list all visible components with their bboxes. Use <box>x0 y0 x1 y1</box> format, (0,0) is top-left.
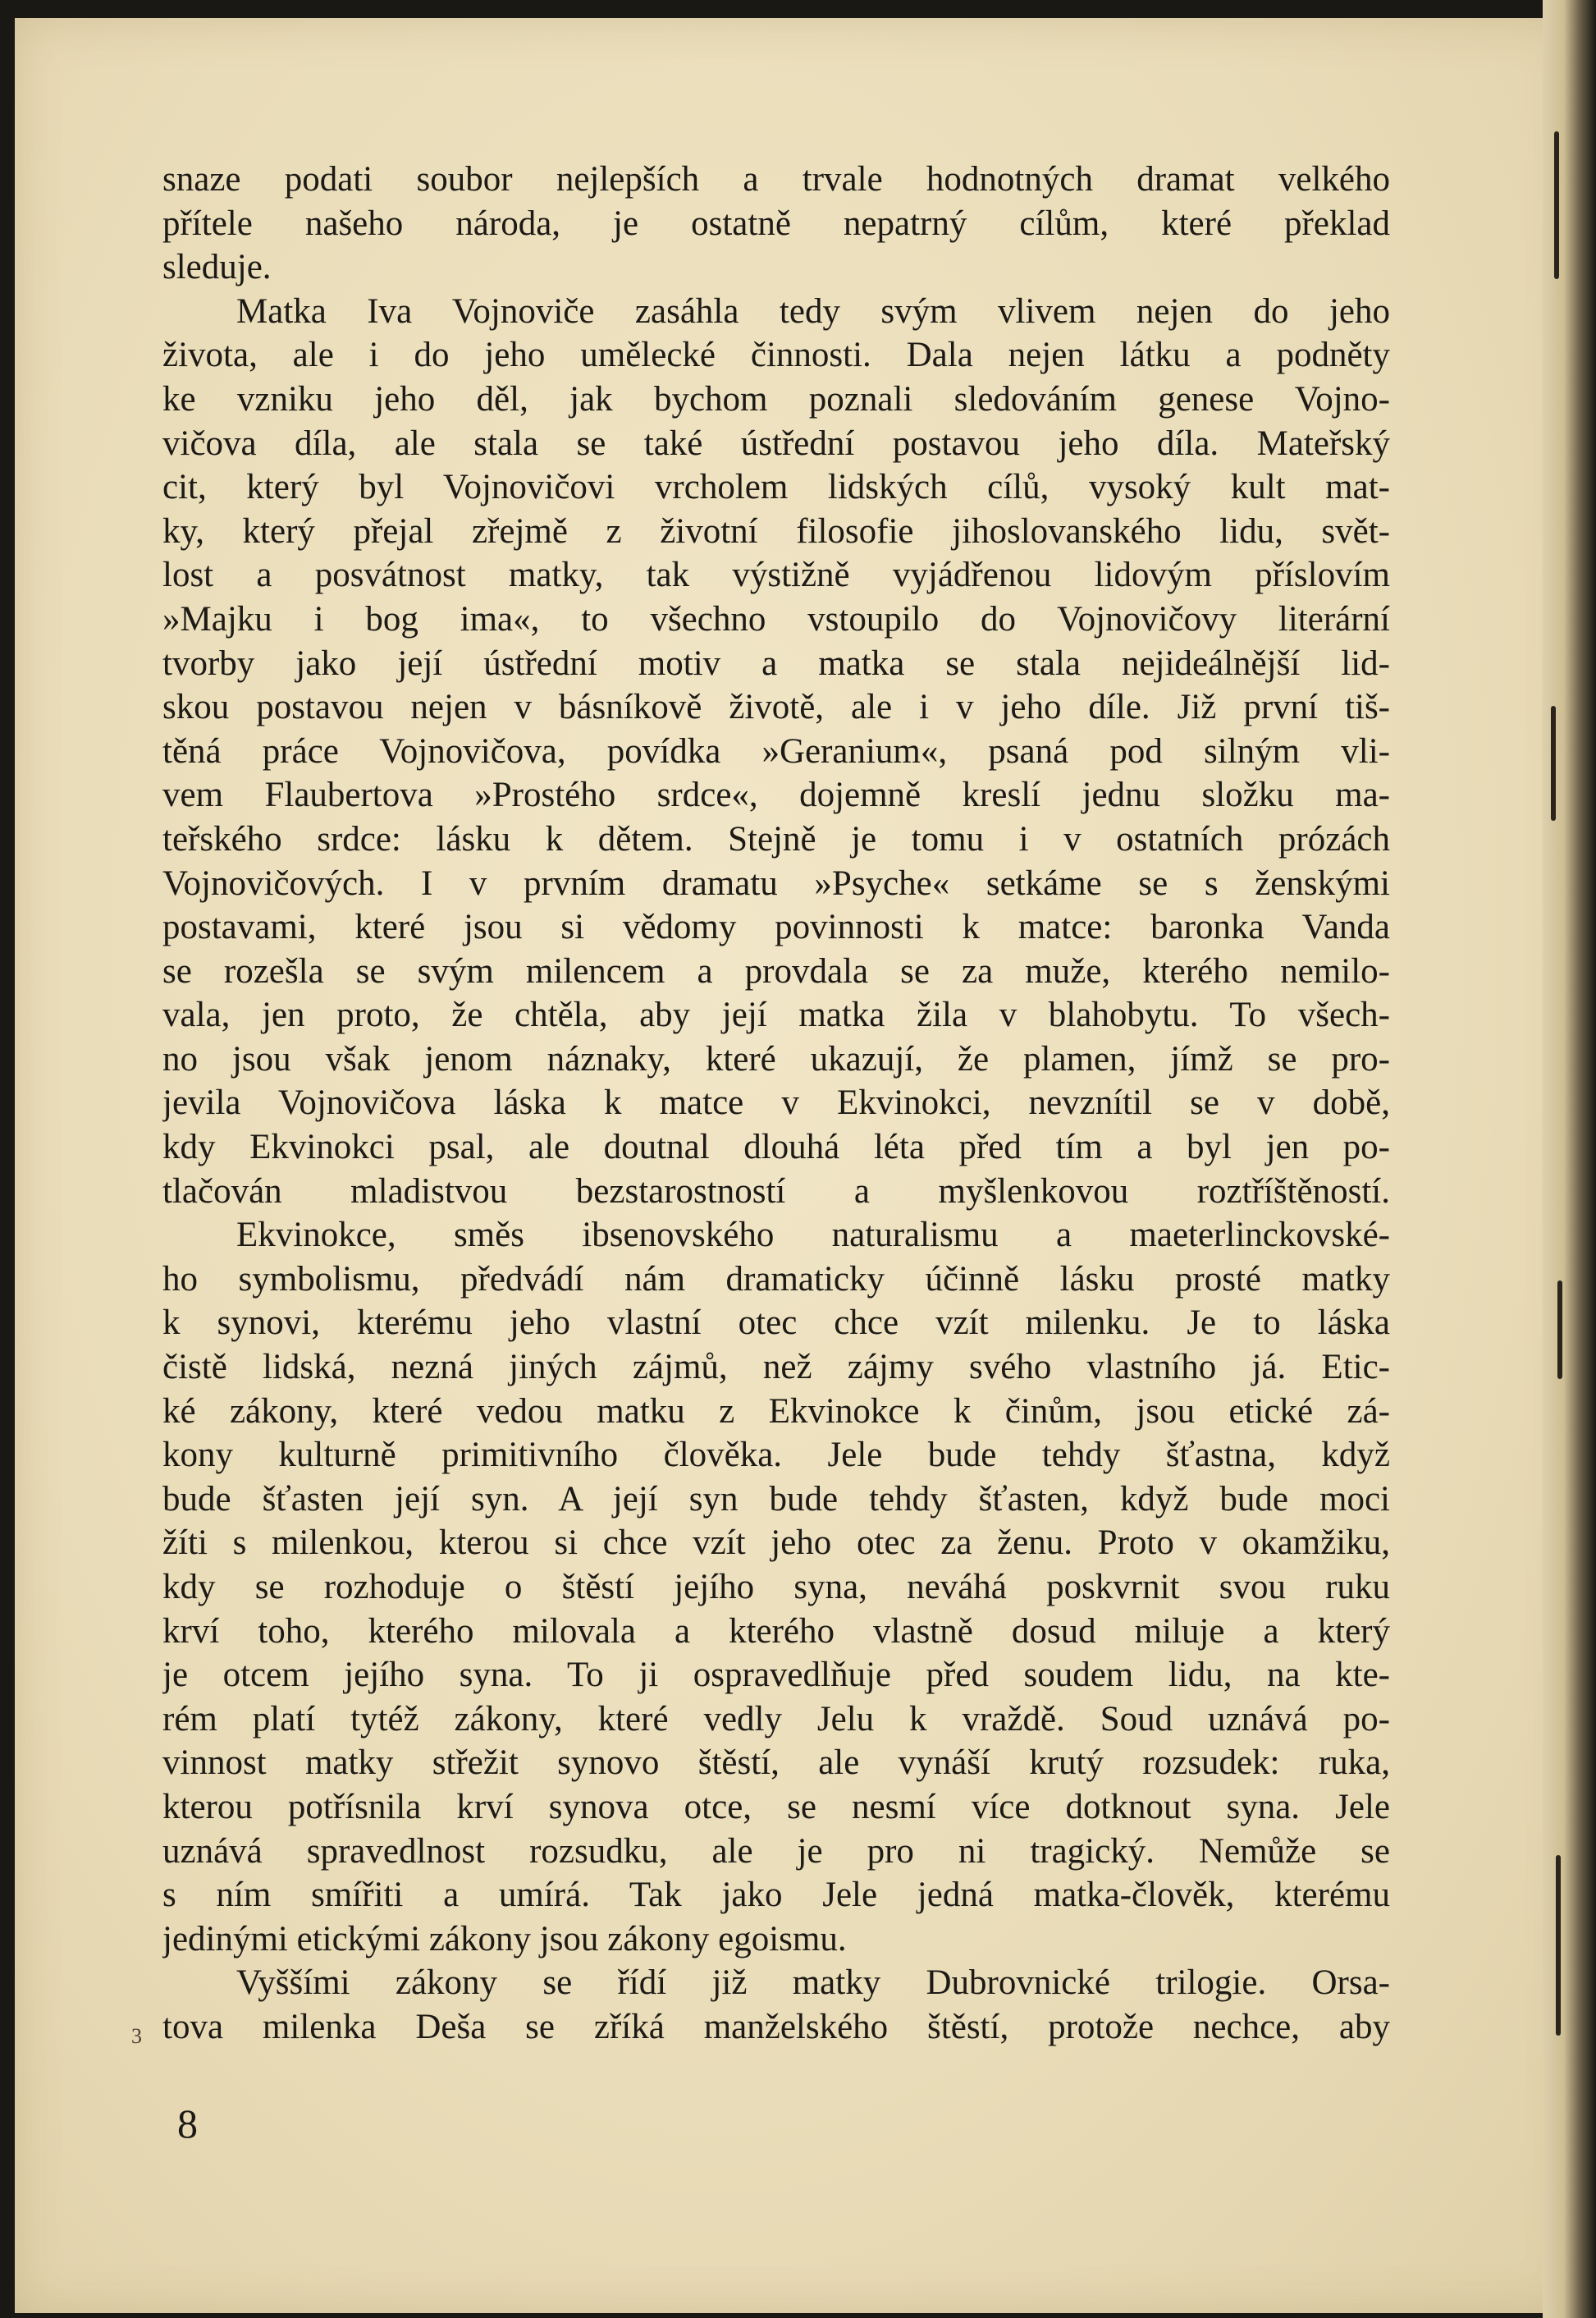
text-line: k synovi, kterému jeho vlastní otec chce vzít milenku. Je to láska <box>162 1303 1390 1343</box>
text-line: »Majku i bog ima«, to všechno vstoupilo do Vojnovičovy literární <box>162 599 1390 639</box>
text-line: Ekvinokce, směs ibsenovského naturalismu a maeterlinckovské- <box>236 1216 1390 1255</box>
text-line: tlačován mladistvou bezstarostností a myšlenkovou roztříštěností. <box>162 1171 1390 1211</box>
text-line: přítele našeho národa, je ostatně nepatrný cílům, které překlad <box>162 204 1390 243</box>
text-line: kony kulturně primitivního člověka. Jele bude tehdy šťastna, když <box>162 1436 1390 1475</box>
text-line: tvorby jako její ústřední motiv a matka se stala nejideálnější lid- <box>162 644 1390 683</box>
body-text <box>162 158 1390 2050</box>
text-line: skou postavou nejen v básníkově životě, ale i v jeho díle. Již první tiš- <box>162 688 1390 727</box>
text-line: snaze podati soubor nejlepších a trvale hodnotných dramat velkého <box>162 160 1390 199</box>
text-line: postavami, které jsou si vědomy povinnosti k matce: baronka Vanda <box>162 908 1390 947</box>
page-binding-edge <box>1543 0 1596 2318</box>
text-line: rém platí tytéž zákony, které vedly Jelu k vraždě. Soud uznává po- <box>162 1699 1390 1738</box>
margin-mark: 3 <box>131 2024 142 2048</box>
text-line: žíti s milenkou, kterou si chce vzít jeho otec za ženu. Proto v okamžiku, <box>162 1523 1390 1563</box>
text-line: života, ale i do jeho umělecké činnosti. Dala nejen látku a podněty <box>162 336 1390 375</box>
text-line: vala, jen proto, že chtěla, aby její matka žila v blahobytu. To všech- <box>162 996 1390 1035</box>
text-line: vičova díla, ale stala se také ústřední postavou jeho díla. Mateřský <box>162 424 1390 463</box>
text-line: ke vzniku jeho děl, jak bychom poznali sledováním genese Vojno- <box>162 379 1390 419</box>
text-line: krví toho, kterého milovala a kterého vlastně dosud miluje a který <box>162 1611 1390 1651</box>
text-line: Vojnovičových. I v prvním dramatu »Psyche« setkáme se s ženskými <box>162 864 1390 903</box>
text-line: cit, který byl Vojnovičovi vrcholem lidských cílů, vysoký kult mat- <box>162 468 1390 507</box>
text-line: Vyššími zákony se řídí již matky Dubrovnické trilogie. Orsa- <box>236 1963 1390 2003</box>
text-line: se rozešla se svým milencem a provdala se za muže, kterého nemilo- <box>162 951 1390 991</box>
text-line: tova milenka Deša se zříká manželského štěstí, protože nechce, aby <box>162 2007 1390 2046</box>
text-line: ho symbolismu, předvádí nám dramaticky účinně lásku prosté matky <box>162 1259 1390 1299</box>
text-line: ky, který přejal zřejmě z životní filosofie jihoslovanského lidu, svět- <box>162 511 1390 551</box>
text-line: je otcem jejího syna. To ji ospravedlňuje před soudem lidu, na kte- <box>162 1656 1390 1695</box>
text-line: čistě lidská, nezná jiných zájmů, než zájmy svého vlastního já. Etic- <box>162 1348 1390 1387</box>
edge-mark <box>1551 706 1556 821</box>
page-number: 8 <box>177 2100 198 2146</box>
text-line: teřského srdce: lásku k dětem. Stejně je tomu i v ostatních prózách <box>162 819 1390 859</box>
text-line: sleduje. <box>162 248 272 287</box>
text-line: jevila Vojnovičova láska k matce v Ekvinokci, nevznítil se v době, <box>162 1083 1390 1123</box>
text-line: jedinými etickými zákony jsou zákony egoismu. <box>162 1919 847 1958</box>
edge-mark <box>1556 1855 1561 2036</box>
text-line: Matka Iva Vojnoviče zasáhla tedy svým vlivem nejen do jeho <box>236 291 1390 331</box>
text-line: vem Flaubertova »Prostého srdce«, dojemně kreslí jednu složku ma- <box>162 776 1390 815</box>
text-line: kdy Ekvinokci psal, ale doutnal dlouhá léta před tím a byl jen po- <box>162 1128 1390 1167</box>
text-line: ké zákony, které vedou matku z Ekvinokce k činům, jsou etické zá- <box>162 1391 1390 1431</box>
text-line: kterou potřísnila krví synova otce, se nesmí více dotknout syna. Jele <box>162 1787 1390 1826</box>
text-line: těná práce Vojnovičova, povídka »Geranium«, psaná pod silným vli- <box>162 731 1390 771</box>
edge-mark <box>1557 1280 1562 1379</box>
text-line: kdy se rozhoduje o štěstí jejího syna, neváhá poskvrnit svou ruku <box>162 1568 1390 1606</box>
text-line: no jsou však jenom náznaky, které ukazují, že plamen, jímž se pro- <box>162 1039 1390 1079</box>
text-line: s ním smířiti a umírá. Tak jako Jele jedná matka-člověk, kterému <box>162 1876 1390 1915</box>
edge-mark <box>1554 131 1559 279</box>
text-line: uznává spravedlnost rozsudku, ale je pro ni tragický. Nemůže se <box>162 1831 1390 1871</box>
text-line: bude šťasten její syn. A její syn bude tehdy šťasten, když bude moci <box>162 1479 1390 1519</box>
text-line: lost a posvátnost matky, tak výstižně vyjádřenou lidovým příslovím <box>162 556 1390 595</box>
text-line: vinnost matky střežit synovo štěstí, ale vynáší krutý rozsudek: ruka, <box>162 1743 1390 1783</box>
